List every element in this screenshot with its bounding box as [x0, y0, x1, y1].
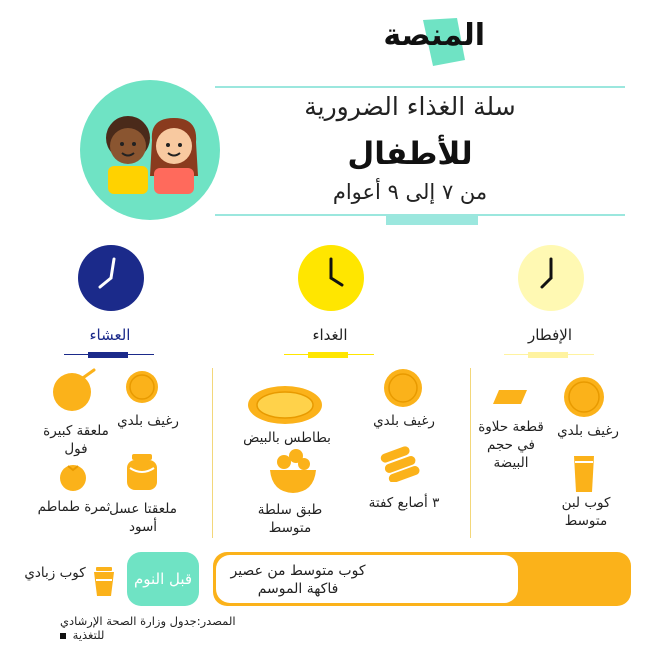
lunch-kofta-label: ٣ أصابع كفتة	[368, 495, 440, 511]
column-divider	[212, 368, 213, 538]
logo-text: المنصة	[383, 18, 485, 53]
title-line3: من ٧ إلى ٩ أعوام	[332, 180, 488, 204]
between-meals-badge: بين الوجبات	[408, 570, 482, 588]
brand-logo	[385, 14, 485, 70]
beans-bowl-icon	[50, 368, 96, 412]
juice-glass-icon	[376, 562, 398, 596]
kofta-fingers-icon	[378, 446, 424, 482]
source-text: المصدر:جدول وزارة الصحة الإرشادي للتغذية	[60, 614, 236, 642]
dinner-tomato-label: ثمرة طماطم	[37, 499, 111, 515]
title-line1: سلة الغذاء الضرورية	[304, 92, 516, 121]
square-bullet-icon	[60, 633, 66, 639]
breakfast-bread-label: رغيف بلدي	[557, 423, 619, 439]
breakfast-clock	[518, 245, 584, 311]
source-note	[60, 614, 260, 642]
round-bread-icon	[563, 376, 605, 418]
yogurt-cup-icon	[92, 566, 116, 598]
between-meals-text: كوب متوسط من عصير فاكهة الموسم	[230, 563, 366, 597]
lunch-potato-label: بطاطس بالبيض	[243, 430, 331, 446]
round-bread-icon	[383, 368, 423, 408]
dinner-bread-label: رغيف بلدي	[117, 413, 179, 429]
dinner-honey-label: ملعقتا عسل أسود	[109, 501, 177, 535]
tomato-icon	[58, 462, 88, 492]
lunch-label: الغداء	[312, 326, 348, 344]
dinner-label: العشاء	[89, 326, 131, 344]
dinner-clock	[78, 245, 144, 311]
dinner-beans-label: ملعقة كبيرة فول	[43, 423, 109, 457]
dinner-underline-bar	[88, 352, 128, 358]
lunch-underline-bar	[308, 352, 348, 358]
header-accent-bar	[386, 216, 478, 225]
breakfast-label: الإفطار	[527, 326, 572, 344]
kids-avatar	[80, 80, 220, 220]
header-top-line	[215, 86, 625, 88]
clock-icon	[298, 245, 364, 311]
lunch-clock	[298, 245, 364, 311]
before-sleep-badge: قبل النوم	[127, 552, 199, 606]
children-icon	[80, 80, 220, 220]
lunch-bread-label: رغيف بلدي	[373, 413, 435, 429]
clock-icon	[518, 245, 584, 311]
breakfast-halawa-label: قطعة حلاوة في حجم البيضة	[478, 419, 544, 471]
breakfast-underline-bar	[528, 352, 568, 358]
before-sleep-text: كوب زبادي	[24, 565, 86, 581]
potato-egg-plate-icon	[246, 384, 324, 426]
clock-icon	[78, 245, 144, 311]
halawa-piece-icon	[493, 388, 529, 406]
round-bread-icon	[125, 370, 159, 404]
lunch-salad-label: طبق سلطة متوسط	[257, 502, 323, 536]
honey-jar-icon	[122, 452, 162, 492]
milk-cup-icon	[572, 454, 596, 494]
breakfast-milk-label: كوب لبن متوسط	[561, 495, 611, 529]
salad-bowl-icon	[266, 446, 320, 496]
title-line2: للأطفال	[347, 136, 473, 172]
